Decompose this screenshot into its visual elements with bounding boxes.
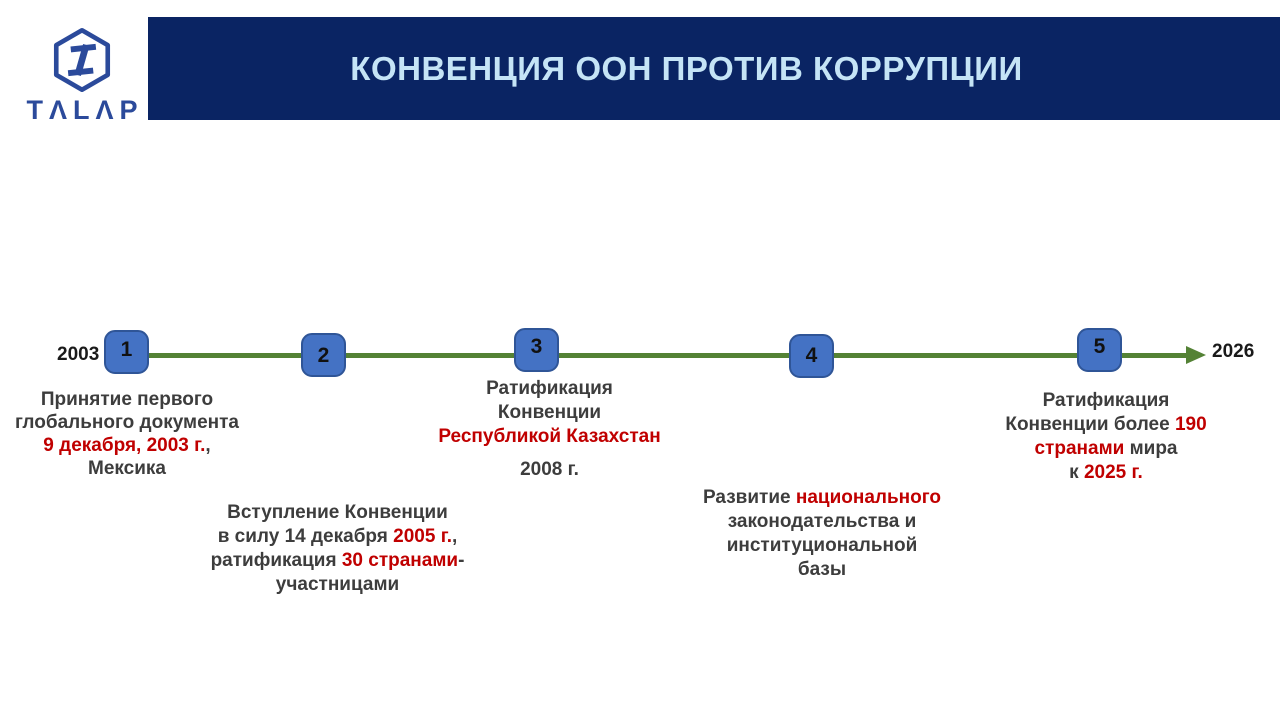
text-segment: странами <box>1034 438 1125 459</box>
text-segment: Ратификация <box>486 378 613 399</box>
event-text-line <box>977 437 1235 461</box>
text-segment: мира <box>1124 438 1178 459</box>
event-text-line <box>694 558 950 582</box>
event-text-line <box>197 525 478 549</box>
event-text-line <box>694 510 950 534</box>
event-text-line <box>424 458 675 482</box>
timeline-start-year: 2003 <box>57 344 100 365</box>
text-segment: ратификация <box>210 550 342 571</box>
talap-logo <box>22 27 142 126</box>
timeline-node-1: 1 <box>104 330 149 374</box>
text-segment: Мексика <box>88 458 166 479</box>
page-title: КОНВЕНЦИЯ ООН ПРОТИВ КОРРУПЦИИ <box>350 49 1023 87</box>
text-segment: Конвенции более <box>1005 414 1175 435</box>
timeline-line <box>127 353 1188 358</box>
event-text-line <box>694 486 950 510</box>
event-text-line <box>424 425 675 449</box>
event-text-line <box>977 389 1235 413</box>
text-segment: базы <box>797 559 847 580</box>
event-text-line <box>9 388 245 411</box>
text-segment: Конвенции <box>497 402 602 423</box>
timeline-arrowhead-icon <box>1186 346 1206 364</box>
event-text-3 <box>424 377 675 482</box>
text-segment: Принятие первого <box>40 389 214 410</box>
text-segment: 2025 г. <box>1083 462 1143 483</box>
event-text-2 <box>197 501 478 597</box>
event-text-line <box>197 549 478 573</box>
event-text-line <box>977 413 1235 437</box>
timeline-node-5: 5 <box>1077 328 1122 372</box>
text-segment: Ратификация <box>1042 390 1170 411</box>
text-segment: Развитие <box>702 487 796 508</box>
event-text-5 <box>977 389 1235 485</box>
text-segment: национального <box>795 487 941 508</box>
event-text-line <box>9 457 245 480</box>
text-segment: 2005 г. <box>393 526 452 547</box>
event-text-4 <box>694 486 950 582</box>
timeline-node-2: 2 <box>301 333 346 377</box>
text-segment: глобального документа <box>14 412 239 433</box>
event-text-line <box>9 434 245 457</box>
event-text-line <box>197 573 478 597</box>
text-segment: участницами <box>275 574 400 595</box>
text-segment: Республикой Казахстан <box>438 426 661 447</box>
event-text-line <box>694 534 950 558</box>
text-segment: в силу 14 декабря <box>217 526 394 547</box>
text-segment: 190 <box>1174 414 1207 435</box>
event-text-line <box>424 377 675 401</box>
text-segment: 2008 г. <box>520 459 579 480</box>
timeline-end-year: 2026 <box>1212 341 1255 362</box>
hexagon-monogram-icon <box>49 27 115 93</box>
timeline-node-4: 4 <box>789 334 834 378</box>
text-segment: к <box>1069 462 1084 483</box>
logo-wordmark: TΛLΛP <box>26 95 144 125</box>
event-text-line <box>197 501 478 525</box>
text-segment: - <box>458 550 465 571</box>
event-text-line <box>9 411 245 434</box>
text-segment: 30 странами <box>341 550 459 571</box>
text-segment: , <box>452 526 458 547</box>
text-segment: Вступление Конвенции <box>227 502 448 523</box>
event-text-line <box>424 401 675 425</box>
text-segment: 9 декабря, 2003 г. <box>43 435 206 456</box>
timeline-node-3: 3 <box>514 328 559 372</box>
title-bar <box>148 17 1280 120</box>
event-text-line <box>977 461 1235 485</box>
text-segment: , <box>205 435 211 456</box>
text-segment: институциональной <box>726 535 918 556</box>
event-text-1 <box>9 388 245 480</box>
text-segment: законодательства и <box>727 511 917 532</box>
